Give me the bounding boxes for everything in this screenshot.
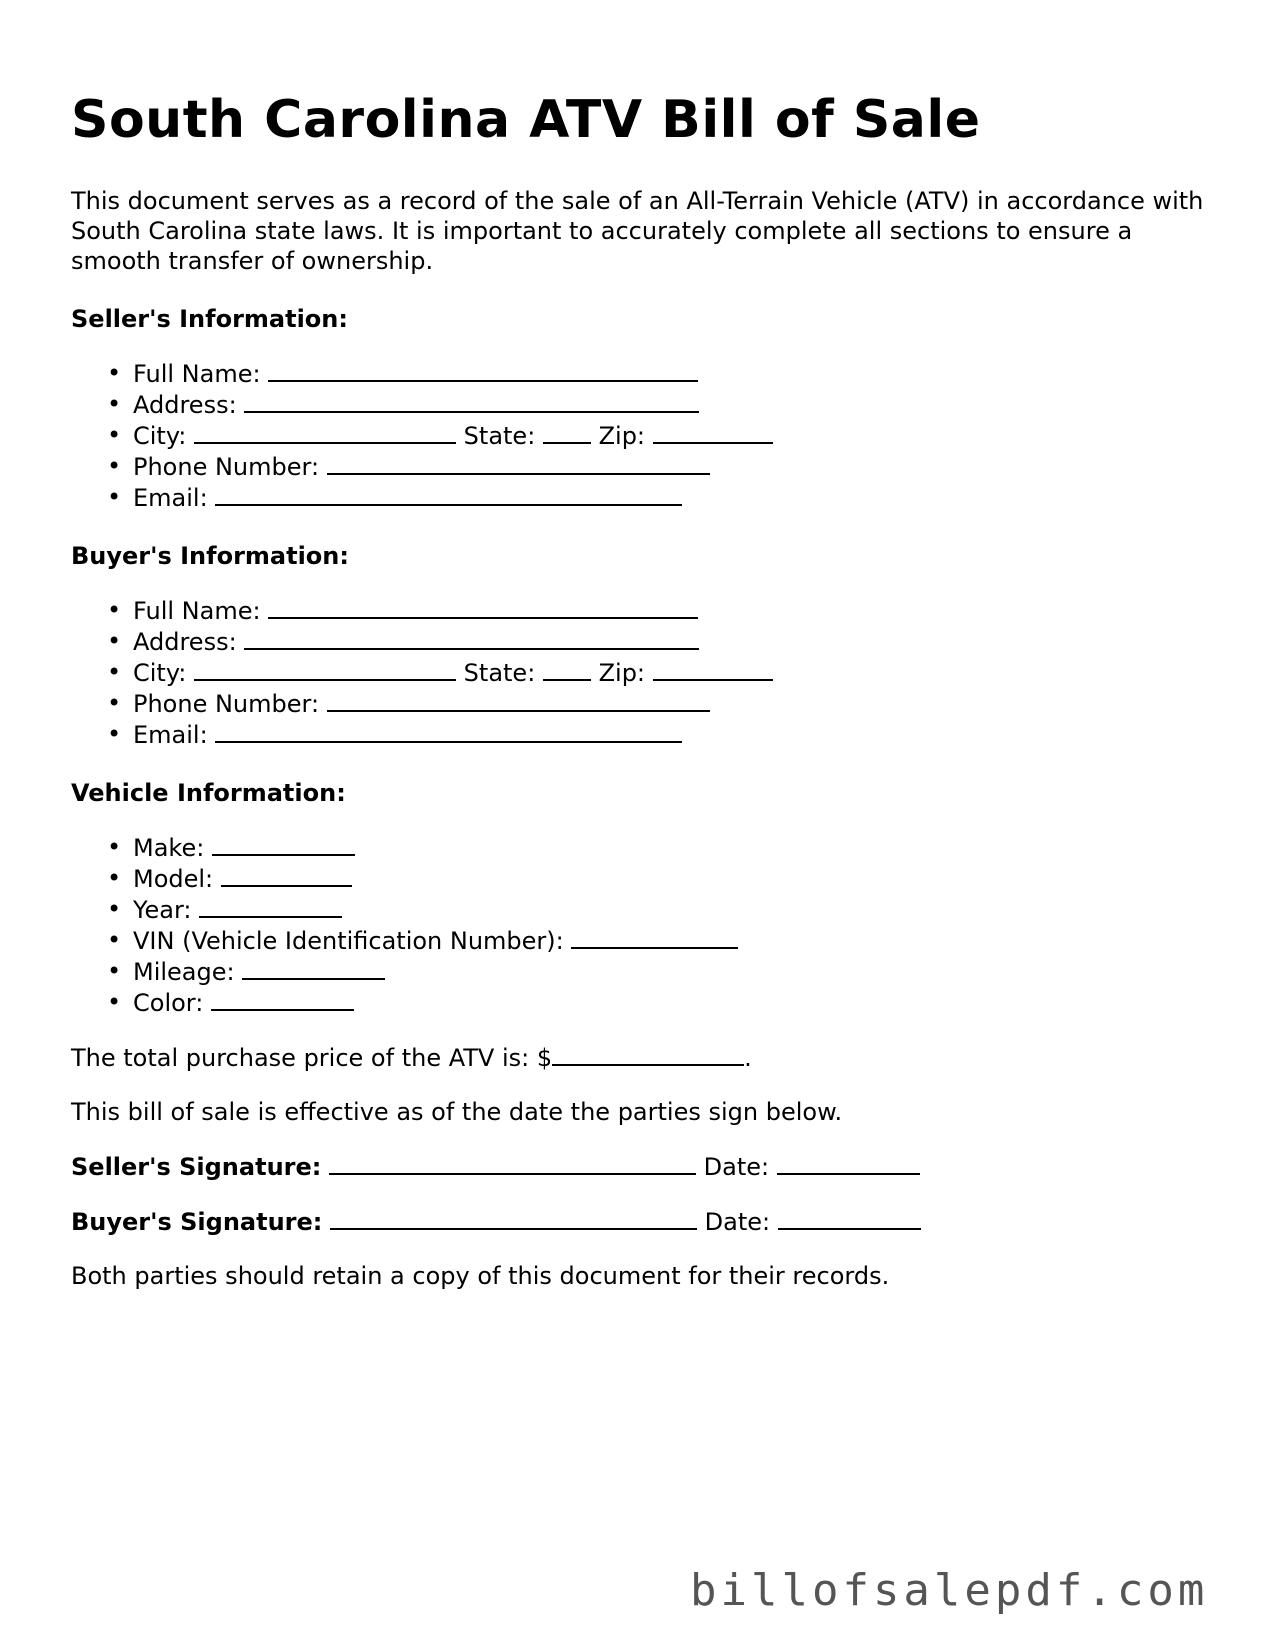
seller-email-field: • Email: bbox=[133, 482, 1221, 513]
seller-full-name-field: • Full Name: bbox=[133, 358, 1221, 389]
vehicle-year-blank[interactable] bbox=[199, 894, 342, 918]
closing-note: Both parties should retain a copy of this document for their records. bbox=[71, 1262, 890, 1290]
seller-date-blank[interactable] bbox=[777, 1151, 920, 1175]
seller-address-blank[interactable] bbox=[244, 389, 699, 413]
buyer-email-field: • Email: bbox=[133, 719, 1221, 750]
buyer-signature-line: Buyer's Signature: Date: bbox=[71, 1206, 1221, 1237]
seller-address-field: • Address: bbox=[133, 389, 1221, 420]
vehicle-fields bbox=[71, 832, 1221, 1018]
seller-email-blank[interactable] bbox=[215, 482, 682, 506]
buyer-heading: Buyer's Information: bbox=[71, 542, 349, 570]
seller-zip-blank[interactable] bbox=[653, 420, 773, 444]
buyer-address-blank[interactable] bbox=[244, 626, 699, 650]
vehicle-color-blank[interactable] bbox=[211, 987, 354, 1011]
buyer-state-blank[interactable] bbox=[543, 657, 591, 681]
seller-signature-line: Seller's Signature: Date: bbox=[71, 1151, 1221, 1182]
watermark: billofsalepdf.com bbox=[690, 1565, 1209, 1616]
vehicle-make-blank[interactable] bbox=[212, 832, 355, 856]
vehicle-model-field: • Model: bbox=[133, 863, 1221, 894]
buyer-city-state-zip-field: • City: State: Zip: bbox=[133, 657, 1221, 688]
seller-state-blank[interactable] bbox=[543, 420, 591, 444]
purchase-price-blank[interactable] bbox=[552, 1042, 744, 1066]
effective-date-statement: This bill of sale is effective as of the date the parties sign below. bbox=[71, 1098, 843, 1126]
vehicle-heading: Vehicle Information: bbox=[71, 779, 346, 807]
vehicle-model-blank[interactable] bbox=[221, 863, 352, 887]
seller-city-blank[interactable] bbox=[194, 420, 456, 444]
buyer-city-blank[interactable] bbox=[194, 657, 456, 681]
seller-phone-field: • Phone Number: bbox=[133, 451, 1221, 482]
buyer-zip-blank[interactable] bbox=[653, 657, 773, 681]
vehicle-vin-field: • VIN (Vehicle Identification Number): bbox=[133, 925, 1221, 956]
vehicle-mileage-blank[interactable] bbox=[242, 956, 385, 980]
vehicle-vin-blank[interactable] bbox=[571, 925, 738, 949]
buyer-signature-blank[interactable] bbox=[330, 1206, 697, 1230]
buyer-full-name-field: • Full Name: bbox=[133, 595, 1221, 626]
buyer-email-blank[interactable] bbox=[215, 719, 682, 743]
buyer-phone-field: • Phone Number: bbox=[133, 688, 1221, 719]
vehicle-make-field: • Make: bbox=[133, 832, 1221, 863]
vehicle-mileage-field: • Mileage: bbox=[133, 956, 1221, 987]
intro-paragraph: This document serves as a record of the sale of an All-Terrain Vehicle (ATV) in accordance with South Carolina state laws. It is important to accurately complete all sections to ensure a smooth transfer of ownership. bbox=[71, 187, 1204, 275]
vehicle-color-field: • Color: bbox=[133, 987, 1221, 1018]
seller-heading: Seller's Information: bbox=[71, 305, 348, 333]
seller-full-name-blank[interactable] bbox=[268, 358, 698, 382]
document-page bbox=[71, 86, 1221, 1291]
buyer-date-blank[interactable] bbox=[778, 1206, 921, 1230]
buyer-address-field: • Address: bbox=[133, 626, 1221, 657]
seller-phone-blank[interactable] bbox=[327, 451, 710, 475]
seller-fields bbox=[71, 358, 1221, 513]
vehicle-year-field: • Year: bbox=[133, 894, 1221, 925]
buyer-full-name-blank[interactable] bbox=[268, 595, 698, 619]
page-title: South Carolina ATV Bill of Sale bbox=[71, 90, 981, 150]
purchase-price-line: The total purchase price of the ATV is: $ . bbox=[71, 1044, 752, 1072]
seller-signature-blank[interactable] bbox=[329, 1151, 696, 1175]
seller-city-state-zip-field: • City: State: Zip: bbox=[133, 420, 1221, 451]
buyer-phone-blank[interactable] bbox=[327, 688, 710, 712]
buyer-fields bbox=[71, 595, 1221, 750]
